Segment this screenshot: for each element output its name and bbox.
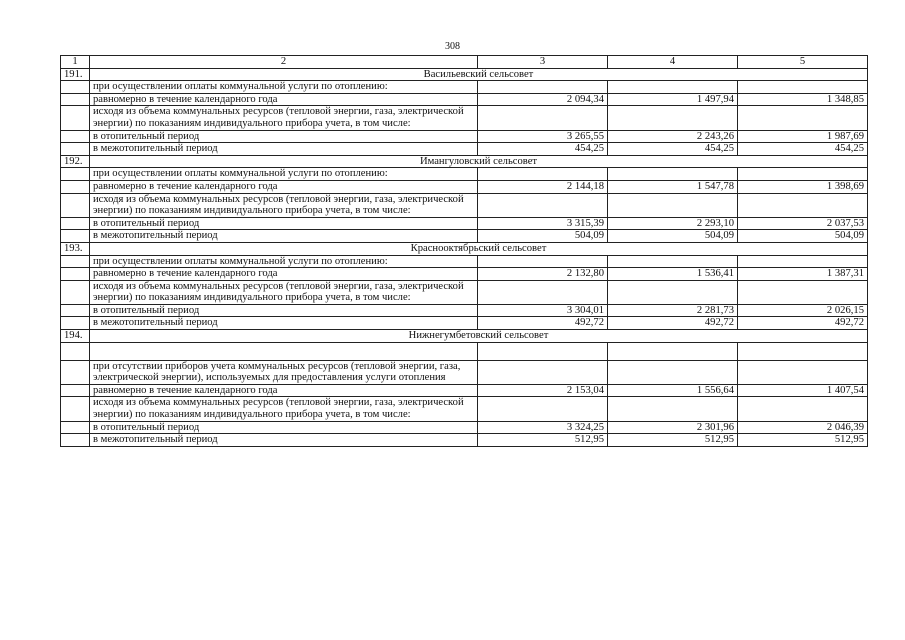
- value-cell-v4: [608, 255, 738, 268]
- table-row: [61, 106, 868, 130]
- table-row: [61, 168, 868, 181]
- row-description: при осуществлении оплаты коммунальной услуги по отоплению:: [90, 81, 478, 94]
- section-header-row: [61, 242, 868, 255]
- header-cell: 5: [738, 56, 868, 69]
- value-cell-v3: 454,25: [478, 143, 608, 156]
- section-number: 194.: [61, 330, 90, 343]
- table-row: [61, 280, 868, 304]
- row-description: в отопительный период: [90, 217, 478, 230]
- value-cell-v5: 454,25: [738, 143, 868, 156]
- row-description: исходя из объема коммунальных ресурсов (тепловой энергии, газа, электрической энергии) по показаниям индивидуального прибора учета, в том числе:: [90, 397, 478, 421]
- empty-cell: [61, 168, 90, 181]
- row-description: при осуществлении оплаты коммунальной услуги по отоплению:: [90, 168, 478, 181]
- value-cell-v5: [738, 280, 868, 304]
- table-row: [61, 230, 868, 243]
- value-cell-v5: 1 987,69: [738, 130, 868, 143]
- value-cell-v3: [478, 81, 608, 94]
- section-header-row: [61, 155, 868, 168]
- empty-cell: [61, 342, 90, 360]
- empty-cell: [61, 317, 90, 330]
- table-row: [61, 193, 868, 217]
- row-description: [90, 342, 478, 360]
- tariff-table: [60, 55, 868, 447]
- value-cell-v4: [608, 342, 738, 360]
- value-cell-v4: [608, 397, 738, 421]
- table-row: [61, 360, 868, 384]
- value-cell-v5: 1 398,69: [738, 180, 868, 193]
- empty-cell: [61, 268, 90, 281]
- table-row: [61, 342, 868, 360]
- empty-cell: [61, 180, 90, 193]
- value-cell-v5: [738, 81, 868, 94]
- empty-cell: [61, 143, 90, 156]
- value-cell-v4: [608, 193, 738, 217]
- value-cell-v4: [608, 81, 738, 94]
- value-cell-v5: 2 046,39: [738, 421, 868, 434]
- row-description: в межотопительный период: [90, 230, 478, 243]
- value-cell-v3: [478, 193, 608, 217]
- row-description: в отопительный период: [90, 421, 478, 434]
- value-cell-v3: 3 304,01: [478, 304, 608, 317]
- table-row: [61, 81, 868, 94]
- value-cell-v4: [608, 360, 738, 384]
- empty-cell: [61, 93, 90, 106]
- row-description: в отопительный период: [90, 304, 478, 317]
- value-cell-v5: 1 387,31: [738, 268, 868, 281]
- header-cell: 2: [90, 56, 478, 69]
- value-cell-v3: [478, 106, 608, 130]
- value-cell-v4: 492,72: [608, 317, 738, 330]
- table-row: [61, 384, 868, 397]
- empty-cell: [61, 421, 90, 434]
- table-row: [61, 434, 868, 447]
- value-cell-v4: 2 243,26: [608, 130, 738, 143]
- value-cell-v5: 492,72: [738, 317, 868, 330]
- value-cell-v3: 3 324,25: [478, 421, 608, 434]
- value-cell-v3: 512,95: [478, 434, 608, 447]
- table-row: [61, 304, 868, 317]
- value-cell-v5: 2 037,53: [738, 217, 868, 230]
- value-cell-v3: [478, 168, 608, 181]
- value-cell-v3: 492,72: [478, 317, 608, 330]
- empty-cell: [61, 106, 90, 130]
- value-cell-v5: 1 407,54: [738, 384, 868, 397]
- table-row: [61, 217, 868, 230]
- row-description: исходя из объема коммунальных ресурсов (тепловой энергии, газа, электрической энергии) по показаниям индивидуального прибора учета, в том числе:: [90, 280, 478, 304]
- table-row: [61, 255, 868, 268]
- value-cell-v4: 512,95: [608, 434, 738, 447]
- value-cell-v4: 454,25: [608, 143, 738, 156]
- value-cell-v3: [478, 280, 608, 304]
- section-header-row: [61, 330, 868, 343]
- row-description: равномерно в течение календарного года: [90, 93, 478, 106]
- value-cell-v4: 1 536,41: [608, 268, 738, 281]
- value-cell-v3: [478, 360, 608, 384]
- table-row: [61, 268, 868, 281]
- section-number: 193.: [61, 242, 90, 255]
- value-cell-v4: 2 301,96: [608, 421, 738, 434]
- empty-cell: [61, 81, 90, 94]
- row-description: равномерно в течение календарного года: [90, 268, 478, 281]
- header-row: [61, 56, 868, 69]
- table-row: [61, 130, 868, 143]
- value-cell-v4: 2 293,10: [608, 217, 738, 230]
- section-title: Нижнегумбетовский сельсовет: [90, 330, 868, 343]
- section-title: Васильевский сельсовет: [90, 68, 868, 81]
- row-description: равномерно в течение календарного года: [90, 384, 478, 397]
- section-title: Имангуловский сельсовет: [90, 155, 868, 168]
- value-cell-v4: [608, 280, 738, 304]
- value-cell-v4: 504,09: [608, 230, 738, 243]
- row-description: исходя из объема коммунальных ресурсов (тепловой энергии, газа, электрической энергии) по показаниям индивидуального прибора учета, в том числе:: [90, 106, 478, 130]
- value-cell-v5: [738, 255, 868, 268]
- header-cell: 3: [478, 56, 608, 69]
- table-row: [61, 421, 868, 434]
- empty-cell: [61, 434, 90, 447]
- value-cell-v3: 3 315,39: [478, 217, 608, 230]
- section-number: 192.: [61, 155, 90, 168]
- empty-cell: [61, 397, 90, 421]
- value-cell-v5: 512,95: [738, 434, 868, 447]
- empty-cell: [61, 384, 90, 397]
- value-cell-v5: [738, 397, 868, 421]
- value-cell-v4: [608, 106, 738, 130]
- empty-cell: [61, 130, 90, 143]
- row-description: в отопительный период: [90, 130, 478, 143]
- empty-cell: [61, 230, 90, 243]
- table-row: [61, 143, 868, 156]
- value-cell-v4: 1 547,78: [608, 180, 738, 193]
- value-cell-v3: [478, 255, 608, 268]
- section-title: Краснооктябрьский сельсовет: [90, 242, 868, 255]
- value-cell-v5: 1 348,85: [738, 93, 868, 106]
- value-cell-v5: [738, 106, 868, 130]
- section-header-row: [61, 68, 868, 81]
- value-cell-v5: [738, 342, 868, 360]
- value-cell-v3: [478, 342, 608, 360]
- row-description: равномерно в течение календарного года: [90, 180, 478, 193]
- value-cell-v3: 2 153,04: [478, 384, 608, 397]
- row-description: при осуществлении оплаты коммунальной услуги по отоплению:: [90, 255, 478, 268]
- empty-cell: [61, 360, 90, 384]
- value-cell-v5: 2 026,15: [738, 304, 868, 317]
- value-cell-v3: [478, 397, 608, 421]
- header-cell: 4: [608, 56, 738, 69]
- table-row: [61, 317, 868, 330]
- value-cell-v5: [738, 360, 868, 384]
- empty-cell: [61, 193, 90, 217]
- table-row: [61, 397, 868, 421]
- row-description: в межотопительный период: [90, 143, 478, 156]
- table-row: [61, 93, 868, 106]
- value-cell-v3: 2 132,80: [478, 268, 608, 281]
- value-cell-v5: 504,09: [738, 230, 868, 243]
- value-cell-v5: [738, 168, 868, 181]
- value-cell-v3: 2 094,34: [478, 93, 608, 106]
- value-cell-v5: [738, 193, 868, 217]
- page-number: 308: [445, 41, 460, 52]
- row-description: исходя из объема коммунальных ресурсов (тепловой энергии, газа, электрической энергии) по показаниям индивидуального прибора учета, в том числе:: [90, 193, 478, 217]
- row-description: при отсутствии приборов учета коммунальных ресурсов (тепловой энергии, газа, электрической энергии), используемых для предоставления услуги отопления: [90, 360, 478, 384]
- empty-cell: [61, 280, 90, 304]
- value-cell-v3: 504,09: [478, 230, 608, 243]
- value-cell-v4: 1 497,94: [608, 93, 738, 106]
- value-cell-v4: 1 556,64: [608, 384, 738, 397]
- row-description: в межотопительный период: [90, 317, 478, 330]
- table-row: [61, 180, 868, 193]
- value-cell-v3: 2 144,18: [478, 180, 608, 193]
- row-description: в межотопительный период: [90, 434, 478, 447]
- value-cell-v3: 3 265,55: [478, 130, 608, 143]
- empty-cell: [61, 217, 90, 230]
- header-cell: 1: [61, 56, 90, 69]
- value-cell-v4: [608, 168, 738, 181]
- empty-cell: [61, 304, 90, 317]
- value-cell-v4: 2 281,73: [608, 304, 738, 317]
- section-number: 191.: [61, 68, 90, 81]
- empty-cell: [61, 255, 90, 268]
